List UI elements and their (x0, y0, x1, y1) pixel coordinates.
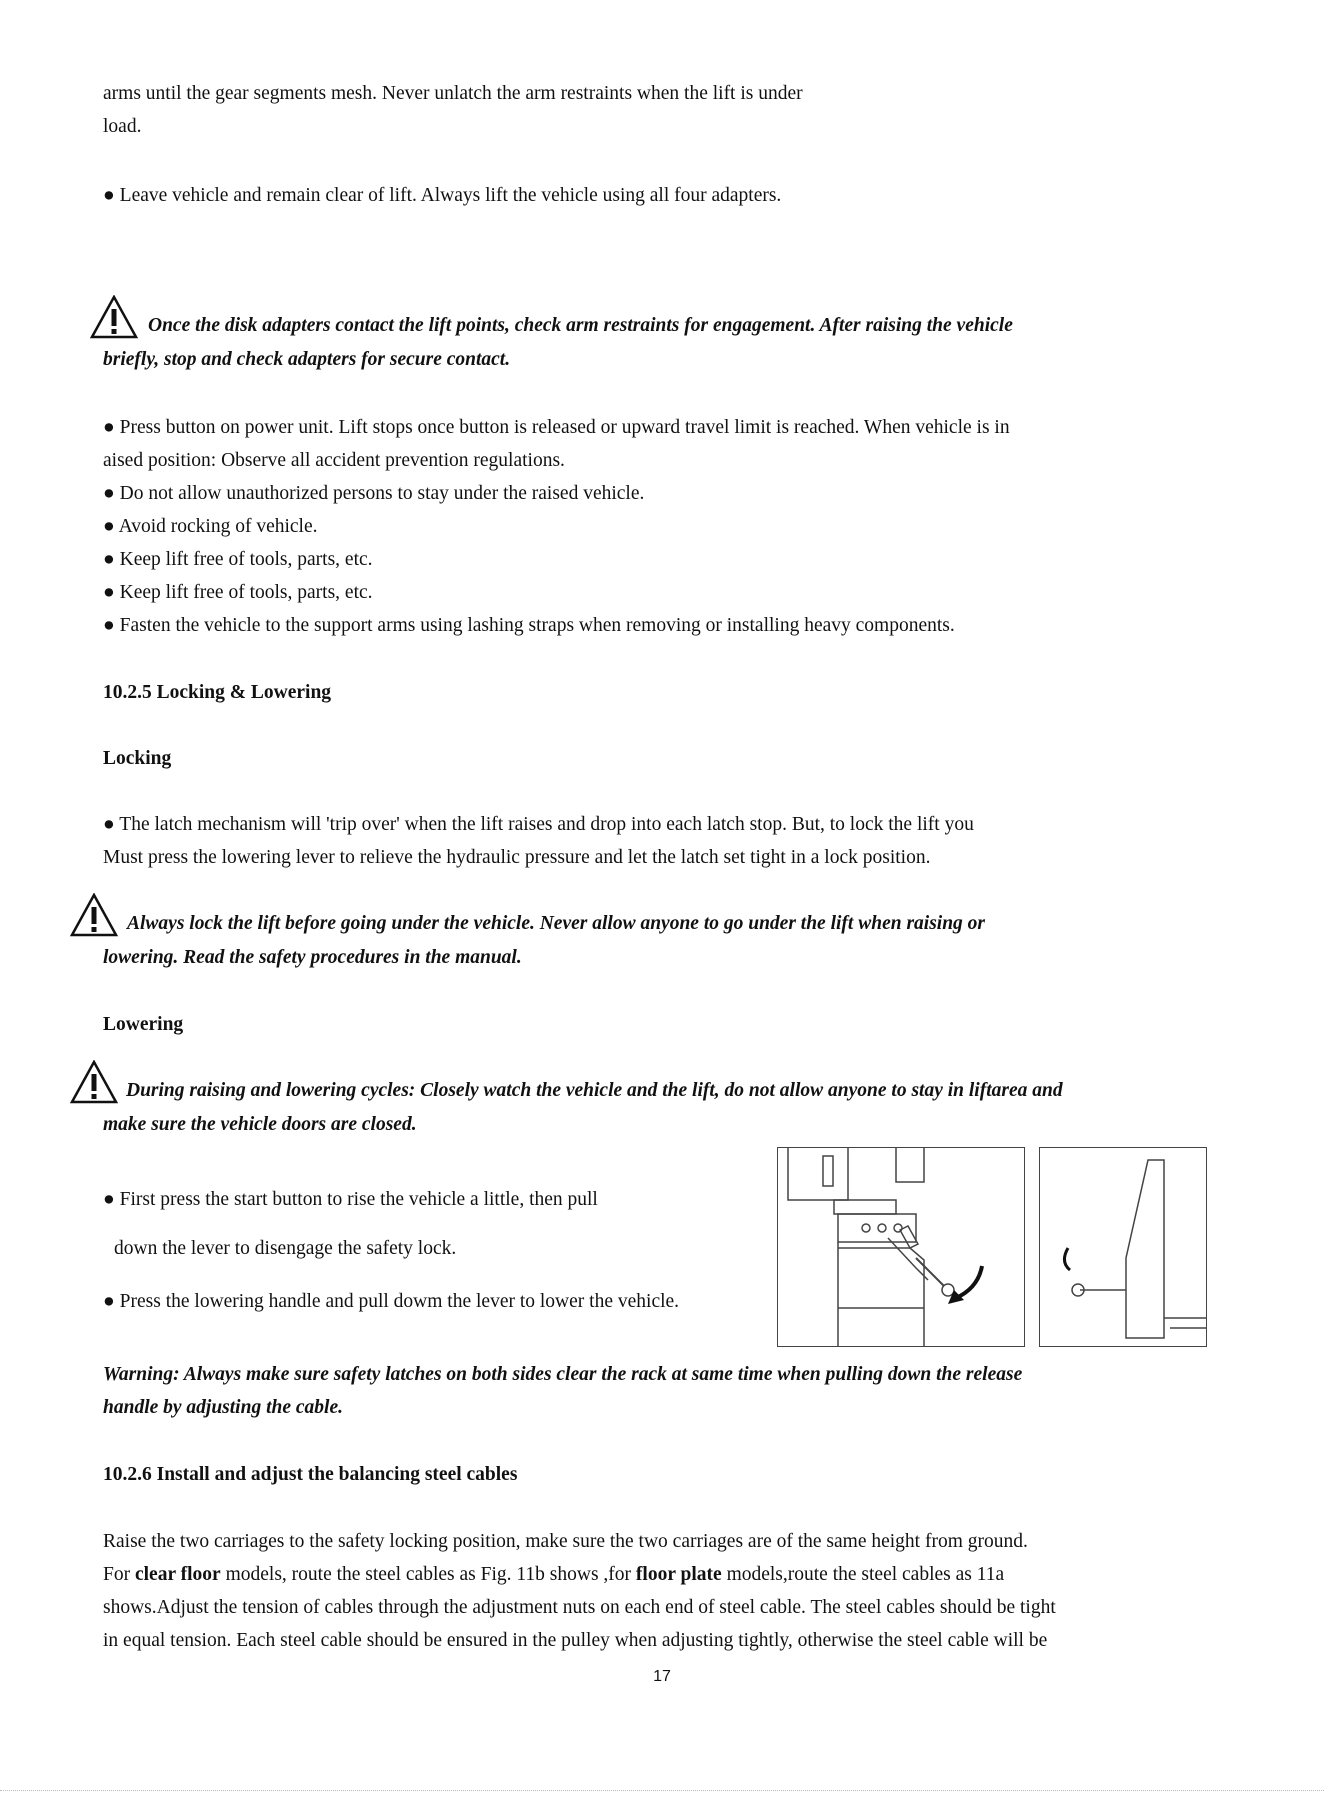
page-bottom-divider (0, 1790, 1324, 1792)
bold-term: floor plate (635, 1564, 722, 1585)
warning-text: Warning: Always make sure safety latches on both sides clear the rack at same time when pulling down the release (103, 1364, 1023, 1385)
bullet-item: ● The latch mechanism will 'trip over' when the lift raises and drop into each latch stop. But, to lock the lift you (103, 814, 974, 835)
text-run: models,route the steel cables as 11a (721, 1564, 1005, 1585)
bullet-item: ● First press the start button to rise the vehicle a little, then pull (103, 1189, 598, 1210)
bullet-item: ● Leave vehicle and remain clear of lift. Always lift the vehicle using all four adapters. (103, 185, 782, 206)
section-heading: 10.2.6 Install and adjust the balancing steel cables (103, 1464, 518, 1485)
warning-text: Always lock the lift before going under the vehicle. Never allow anyone to go under the lift when raising or (127, 913, 986, 934)
warning-text: make sure the vehicle doors are closed. (103, 1114, 417, 1135)
warning-text: During raising and lowering cycles: Closely watch the vehicle and the lift, do not allow anyone to stay in liftarea and (126, 1080, 1063, 1101)
text-run: For (103, 1564, 135, 1585)
warning-text: briefly, stop and check adapters for secure contact. (103, 349, 511, 370)
bullet-item: ● Keep lift free of tools, parts, etc. (103, 582, 373, 603)
subsection-heading: Lowering (103, 1014, 184, 1035)
text-run: models, route the steel cables as Fig. 11b shows ,for (220, 1564, 636, 1585)
bold-term: clear floor (134, 1564, 221, 1585)
paragraph-line (103, 1563, 1004, 1587)
paragraph-line: Raise the two carriages to the safety locking position, make sure the two carriages are of the same height from ground. (103, 1531, 1028, 1552)
subsection-heading: Locking (103, 748, 172, 769)
bullet-item: ● Avoid rocking of vehicle. (103, 516, 318, 537)
text-line: arms until the gear segments mesh. Never unlatch the arm restraints when the lift is under (103, 83, 803, 104)
text-line: Must press the lowering lever to relieve the hydraulic pressure and let the latch set tight in a lock position. (103, 847, 931, 868)
paragraph-line: in equal tension. Each steel cable should be ensured in the pulley when adjusting tightly, otherwise the steel cable will be (103, 1630, 1048, 1651)
bullet-item: ● Keep lift free of tools, parts, etc. (103, 549, 373, 570)
warning-triangle-icon (70, 893, 118, 937)
warning-text: lowering. Read the safety procedures in the manual. (103, 947, 522, 968)
text-line: aised position: Observe all accident prevention regulations. (103, 450, 565, 471)
paragraph-line: shows.Adjust the tension of cables through the adjustment nuts on each end of steel cable. The steel cables should be tight (103, 1597, 1056, 1618)
text-line: down the lever to disengage the safety lock. (114, 1238, 457, 1259)
text-line: load. (103, 116, 142, 137)
warning-text: Once the disk adapters contact the lift points, check arm restraints for engagement. After raising the vehicle (148, 315, 1013, 336)
bullet-item: ● Press button on power unit. Lift stops once button is released or upward travel limit is reached. When vehicle is in (103, 417, 1010, 438)
warning-text: handle by adjusting the cable. (103, 1397, 343, 1418)
bullet-item: ● Press the lowering handle and pull dowm the lever to lower the vehicle. (103, 1291, 680, 1312)
page-number: 17 (653, 1668, 671, 1685)
warning-triangle-icon (90, 295, 138, 339)
bullet-item: ● Fasten the vehicle to the support arms using lashing straps when removing or installing heavy components. (103, 615, 955, 636)
warning-triangle-icon (70, 1060, 118, 1104)
bullet-item: ● Do not allow unauthorized persons to stay under the raised vehicle. (103, 483, 645, 504)
section-heading: 10.2.5 Locking & Lowering (103, 682, 332, 703)
release-handle-figure (1039, 1147, 1207, 1347)
lowering-lever-figure (777, 1147, 1025, 1347)
